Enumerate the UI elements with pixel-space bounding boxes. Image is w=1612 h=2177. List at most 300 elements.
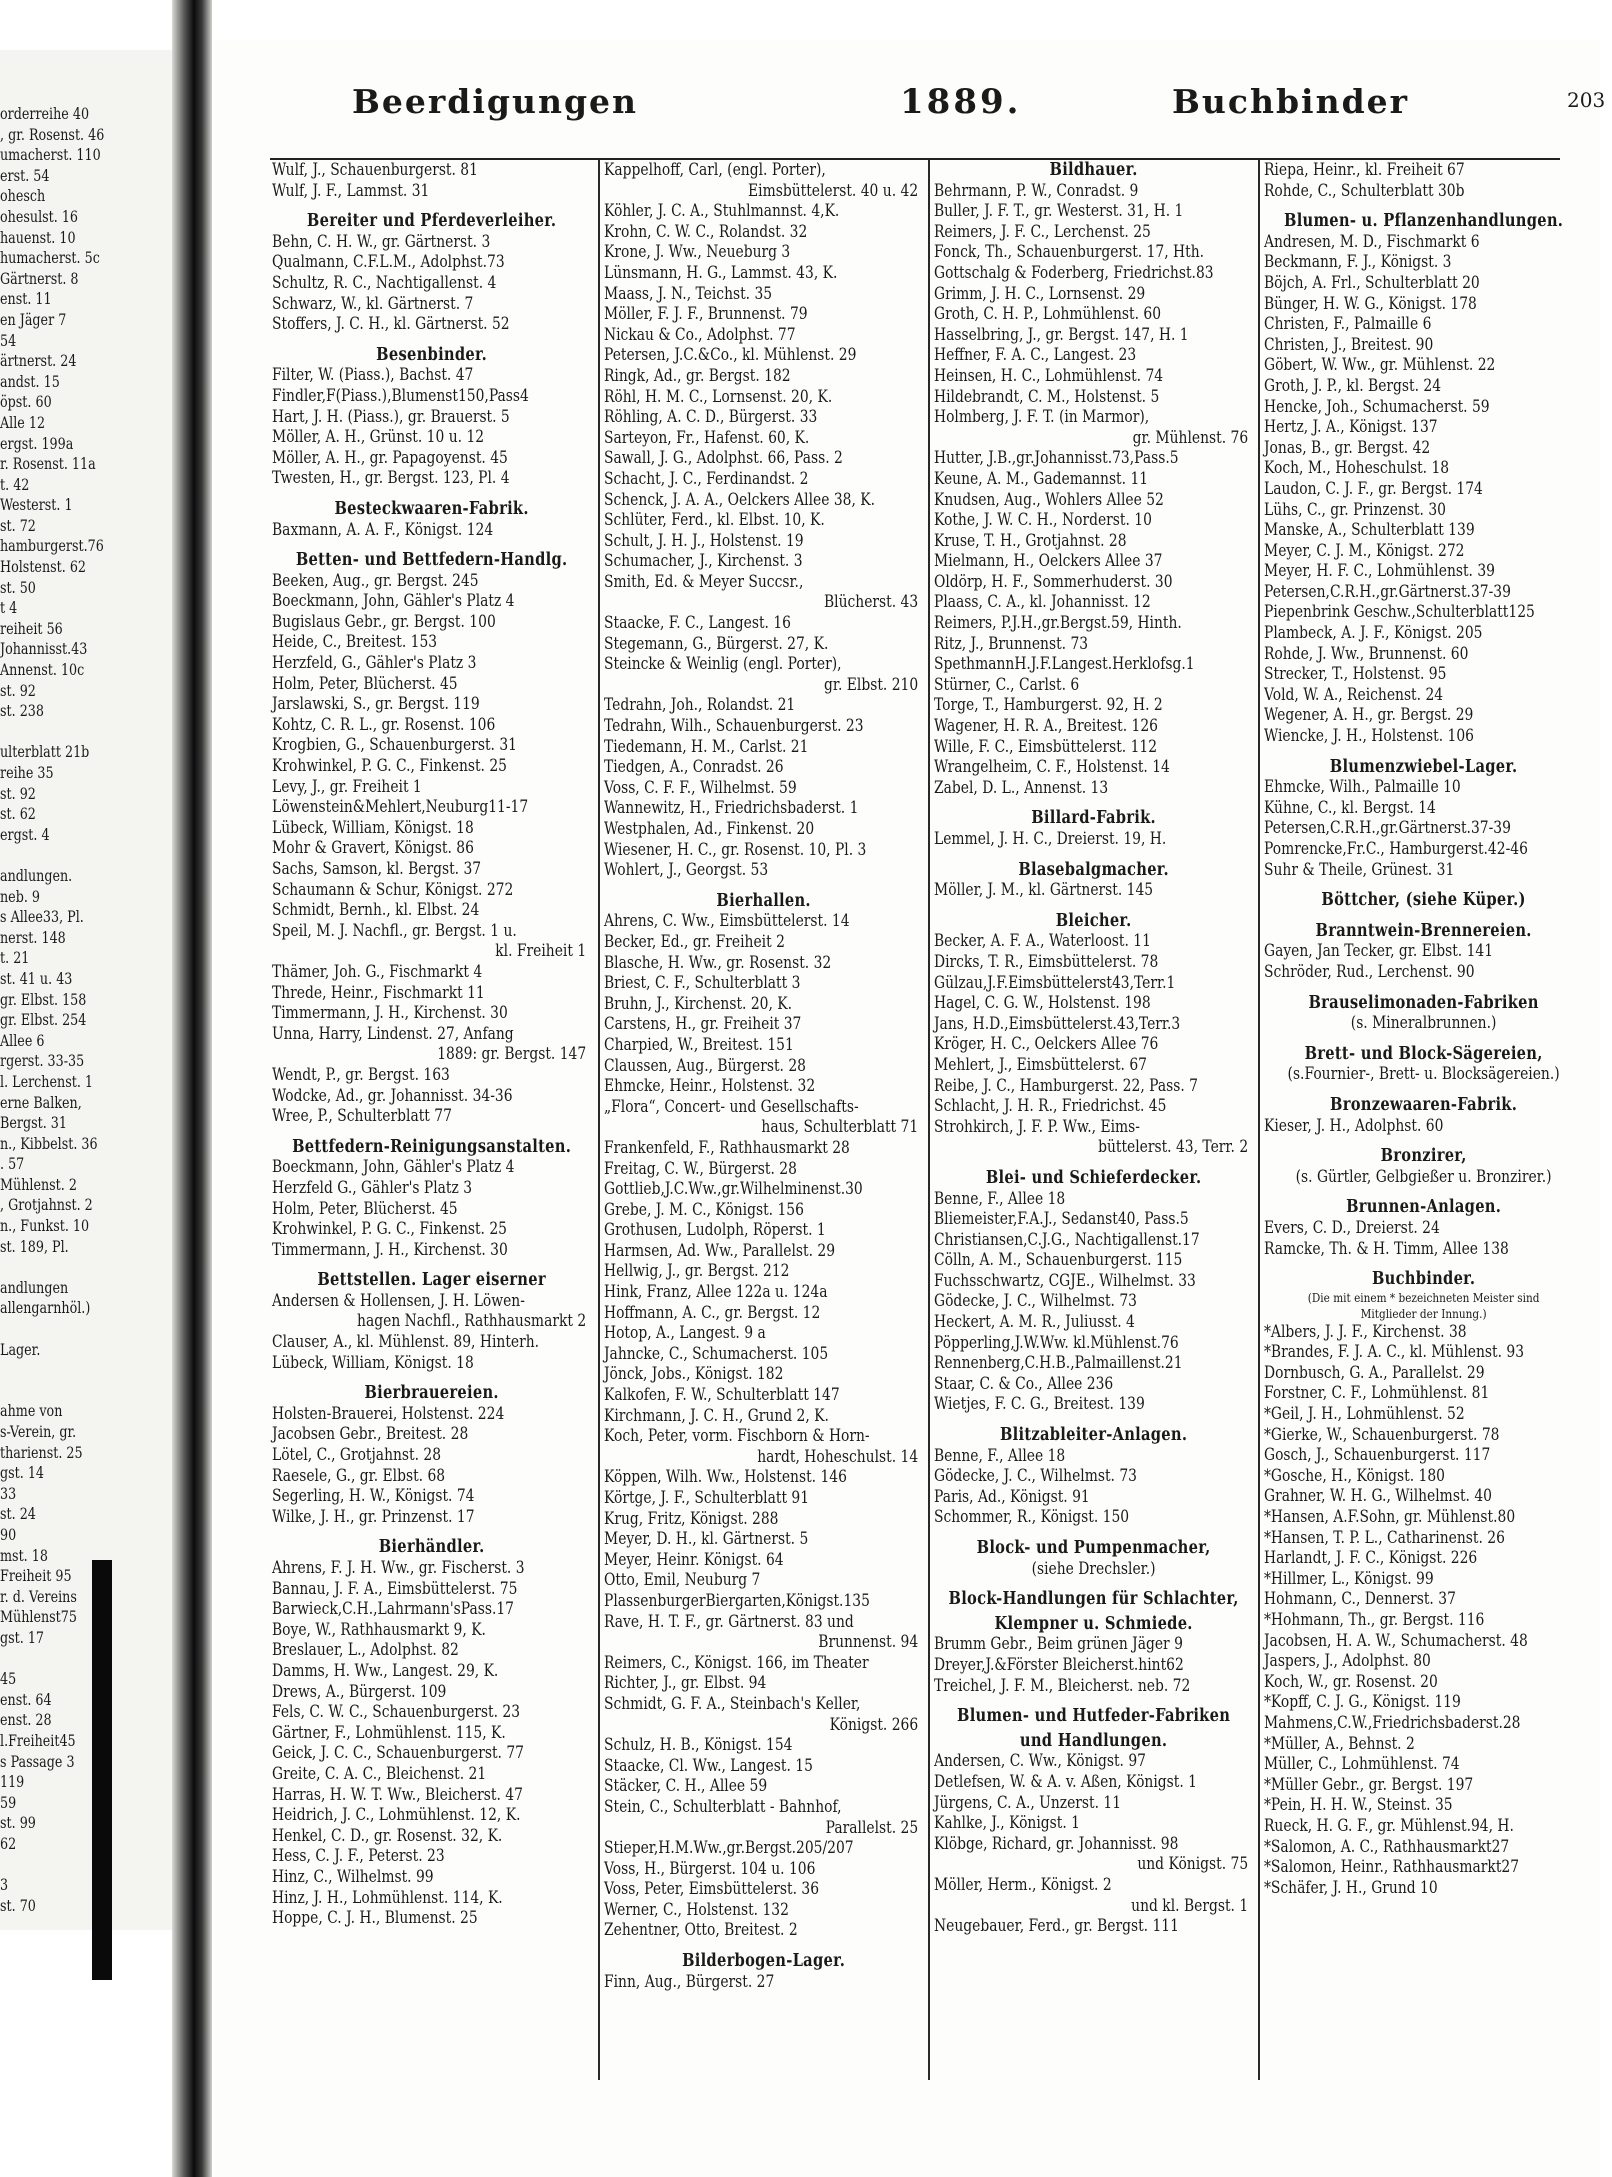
previous-page-line: s-Verein, gr.: [0, 1423, 77, 1441]
directory-entry: Mohr & Gravert, Königst. 86: [272, 838, 474, 858]
directory-entry: Wannewitz, H., Friedrichsbaderst. 1: [604, 798, 859, 818]
directory-entry: Gödecke, J. C., Wilhelmst. 73: [934, 1291, 1137, 1311]
entry-continuation: Eimsbüttelerst. 40 u. 42: [748, 180, 919, 200]
directory-entry: Rave, H. T. F., gr. Gärtnerst. 83 und: [604, 1611, 854, 1631]
directory-entry: Mielmann, H., Oelckers Allee 37: [934, 551, 1163, 571]
directory-entry: Vold, W. A., Reichenst. 24: [1264, 684, 1444, 704]
directory-entry: Krogbien, G., Schauenburgerst. 31: [272, 735, 518, 755]
entry-continuation: Parallelst. 25: [825, 1817, 919, 1837]
directory-entry: Jacobsen Gebr., Breitest. 28: [272, 1424, 469, 1444]
directory-entry: Ehmcke, Wilh., Palmaille 10: [1264, 777, 1461, 797]
directory-entry: Timmermann, J. H., Kirchenst. 30: [272, 1239, 508, 1259]
directory-entry: Claussen, Aug., Bürgerst. 28: [604, 1055, 806, 1075]
directory-entry: Staacke, Cl. Ww., Langest. 15: [604, 1755, 813, 1775]
directory-entry: *Salomon, A. C., Rathhausmarkt27: [1264, 1836, 1510, 1856]
directory-entry: SpethmannH.J.F.Langest.Herklofsg.1: [934, 654, 1195, 674]
directory-entry: Christiansen,C.J.G., Nachtigallenst.17: [934, 1229, 1200, 1249]
directory-entry: Grothusen, Ludolph, Röperst. 1: [604, 1220, 826, 1240]
previous-page-line: nerst. 148: [0, 928, 66, 947]
previous-page-line: gr. Elbst. 254: [0, 1011, 87, 1030]
directory-entry: Hohmann, C., Dennerst. 37: [1264, 1589, 1456, 1609]
section-heading: Brunnen-Anlagen.: [1346, 1197, 1502, 1218]
directory-entry: Wegener, A. H., gr. Bergst. 29: [1264, 705, 1474, 725]
directory-entry: Holsten-Brauerei, Holstenst. 224: [272, 1403, 505, 1423]
entry-continuation: büttelerst. 43, Terr. 2: [1098, 1137, 1249, 1157]
directory-entry: Plambeck, A. J. F., Königst. 205: [1264, 623, 1483, 643]
column-divider: [598, 160, 600, 2080]
cross-reference: (s.Fournier-, Brett- u. Blocksägereien.): [1287, 1064, 1560, 1084]
directory-entry: Steincke & Weinlig (engl. Porter),: [604, 654, 842, 674]
directory-entry: Krohn, C. W. C., Rolandst. 32: [604, 221, 808, 241]
directory-entry: Otto, Emil, Neuburg 7: [604, 1570, 761, 1590]
entry-continuation: Blücherst. 43: [823, 592, 919, 612]
directory-entry: Böjch, A. Frl., Schulterblatt 20: [1264, 272, 1480, 292]
directory-entry: Jürgens, C. A., Unzerst. 11: [934, 1792, 1122, 1812]
directory-entry: Becker, A. F. A., Waterloost. 11: [934, 931, 1151, 951]
header-year: 1889.: [900, 82, 1022, 122]
directory-entry: Treichel, J. F. M., Bleicherst. neb. 72: [934, 1675, 1191, 1695]
directory-entry: Heffner, F. A. C., Langest. 23: [934, 345, 1137, 365]
directory-entry: Unna, Harry, Lindenst. 27, Anfang: [272, 1023, 514, 1043]
directory-entry: Tiedemann, H. M., Carlst. 21: [604, 736, 809, 756]
previous-page-line: allengarnhöl.): [0, 1299, 91, 1318]
section-heading: Blitzableiter-Anlagen.: [999, 1425, 1188, 1446]
previous-page-line: gst. 17: [0, 1628, 45, 1647]
previous-page-line: neb. 9: [0, 887, 41, 906]
directory-entry: Behn, C. H. W., gr. Gärtnerst. 3: [272, 231, 491, 251]
directory-entry: Körtge, J. F., Schulterblatt 91: [604, 1488, 810, 1507]
directory-entry: Schlacht, J. H. R., Friedrichst. 45: [934, 1096, 1167, 1116]
directory-entry: Sachs, Samson, kl. Bergst. 37: [272, 859, 482, 878]
cross-reference: (s. Mineralbrunnen.): [1350, 1013, 1497, 1033]
directory-entry: Fuchsschwartz, CGJE., Wilhelmst. 33: [934, 1270, 1196, 1290]
section-heading: Blumenzwiebel-Lager.: [1329, 756, 1518, 777]
directory-entry: Hildebrandt, C. M., Holstenst. 5: [934, 386, 1160, 406]
directory-entry: Ramcke, Th. & H. Timm, Allee 138: [1264, 1238, 1509, 1258]
previous-page-line: n., Funkst. 10: [0, 1217, 90, 1236]
directory-entry: Torge, T., Hamburgerst. 92, H. 2: [934, 695, 1163, 715]
directory-entry: Reimers, P.J.H.,gr.Bergst.59, Hinth.: [934, 613, 1182, 633]
directory-entry: Christen, F., Palmaille 6: [1264, 314, 1432, 334]
directory-entry: Holm, Peter, Blücherst. 45: [272, 1198, 458, 1218]
directory-entry: Krohwinkel, P. G. C., Finkenst. 25: [272, 756, 508, 776]
directory-entry: *Schäfer, J. H., Grund 10: [1264, 1877, 1438, 1897]
previous-page-line: st. 62: [0, 805, 36, 824]
directory-entry: Reibe, J. C., Hamburgerst. 22, Pass. 7: [934, 1075, 1198, 1095]
directory-entry: Schmidt, Bernh., kl. Elbst. 24: [272, 900, 480, 920]
directory-entry: Schulz, H. B., Königst. 154: [604, 1735, 793, 1755]
directory-entry: Möller, Herm., Königst. 2: [934, 1874, 1112, 1894]
section-note: Mitglieder der Innung.): [1360, 1305, 1487, 1321]
directory-entry: Lünsmann, H. G., Lammst. 43, K.: [604, 262, 838, 282]
directory-entry: *Müller Gebr., gr. Bergst. 197: [1264, 1774, 1474, 1794]
section-heading: Bereiter und Pferdeverleiher.: [306, 211, 557, 232]
section-heading: Blasebalgmacher.: [1018, 859, 1169, 880]
directory-entry: Wulf, J. F., Lammst. 31: [272, 180, 430, 200]
directory-entry: Dreyer,J.&Förster Bleicherst.hint62: [934, 1654, 1184, 1674]
previous-page-line: gst. 14: [0, 1464, 45, 1483]
directory-entry: Heinsen, H. C., Lohmühlenst. 74: [934, 365, 1164, 385]
directory-entry: Rohde, J. Ww., Brunnenst. 60: [1264, 643, 1469, 663]
directory-entry: Gottlieb,J.C.Ww.,gr.Wilhelminenst.30: [604, 1179, 863, 1199]
previous-page-line: ergst. 199a: [0, 434, 74, 453]
directory-entry: Hagel, C. G. W., Holstenst. 198: [934, 993, 1151, 1013]
directory-entry: Staar, C. & Co., Allee 236: [934, 1373, 1114, 1393]
column-divider: [928, 160, 930, 2080]
section-heading: Block- und Pumpenmacher,: [976, 1538, 1211, 1558]
directory-entry: Schmidt, G. F. A., Steinbach's Keller,: [604, 1693, 861, 1713]
previous-page-line: ärtnerst. 24: [0, 352, 77, 371]
directory-entry: Schommer, R., Königst. 150: [934, 1507, 1130, 1527]
previous-page-line: [0, 1258, 172, 1279]
previous-page-line: 45: [0, 1670, 17, 1689]
section-heading: Block-Handlungen für Schlachter,: [948, 1589, 1239, 1610]
previous-page-line: 3: [0, 1876, 9, 1895]
directory-entry: Reimers, C., Königst. 166, im Theater: [604, 1652, 869, 1672]
directory-entry: *Hohmann, Th., gr. Bergst. 116: [1264, 1610, 1485, 1629]
directory-entry: Stoffers, J. C. H., kl. Gärtnerst. 52: [272, 314, 510, 334]
directory-entry: Wendt, P., gr. Bergst. 163: [272, 1064, 450, 1084]
directory-entry: Ringk, Ad., gr. Bergst. 182: [604, 365, 791, 385]
directory-entry: Lübeck, William, Königst. 18: [272, 1352, 474, 1372]
section-heading: Böttcher, (siehe Küper.): [1321, 890, 1526, 911]
directory-entry: Timmermann, J. H., Kirchenst. 30: [272, 1003, 508, 1023]
section-heading: Bierbrauereien.: [364, 1383, 499, 1404]
directory-entry: Bliemeister,F.A.J., Sedanst40, Pass.5: [934, 1209, 1189, 1229]
directory-entry: Clauser, A., kl. Mühlenst. 89, Hinterh.: [272, 1332, 540, 1352]
previous-page-line: Johannisst.43: [0, 640, 88, 659]
directory-entry: Tedrahn, Wilh., Schauenburgerst. 23: [604, 716, 864, 736]
directory-entry: Wietjes, F. C. G., Breitest. 139: [934, 1394, 1145, 1414]
directory-entry: Carstens, H., gr. Freiheit 37: [604, 1014, 802, 1034]
directory-entry: Filter, W. (Piass.), Bachst. 47: [272, 365, 474, 385]
directory-entry: Zehentner, Otto, Breitest. 2: [604, 1920, 798, 1940]
previous-page-line: st. 92: [0, 784, 36, 803]
directory-entry: Petersen, J.C.&Co., kl. Mühlenst. 29: [604, 345, 857, 365]
entry-continuation: und kl. Bergst. 1: [1131, 1895, 1249, 1915]
directory-entry: Wagener, H. R. A., Breitest. 126: [934, 716, 1158, 736]
directory-entry: Bannau, J. F. A., Eimsbüttelerst. 75: [272, 1578, 518, 1598]
previous-page-line: t 4: [0, 599, 18, 618]
directory-entry: Riepa, Heinr., kl. Freiheit 67: [1264, 160, 1465, 179]
directory-entry: Suhr & Theile, Grünest. 31: [1264, 859, 1455, 879]
directory-entry: Lübeck, William, Königst. 18: [272, 817, 474, 837]
section-heading: Brett- und Block-Sägereien,: [1304, 1043, 1543, 1064]
previous-page-line: ulterblatt 21b: [0, 743, 90, 762]
directory-entry: *Gosche, H., Königst. 180: [1264, 1465, 1445, 1485]
directory-entry: Zabel, D. L., Annenst. 13: [934, 777, 1109, 797]
directory-entry: Becker, Ed., gr. Freiheit 2: [604, 931, 785, 951]
previous-page-line: 59: [0, 1793, 17, 1812]
directory-entry: Gottschalg & Foderberg, Friedrichst.83: [934, 262, 1214, 282]
directory-entry: Gülzau,J.F.Eimsbüttelerst43,Terr.1: [934, 972, 1176, 992]
directory-entry: Wiencke, J. H., Holstenst. 106: [1264, 726, 1474, 746]
directory-entry: Kappelhoff, Carl, (engl. Porter),: [604, 160, 826, 179]
previous-page-line: st. 41 u. 43: [0, 969, 73, 988]
directory-entry: Wree, P., Schulterblatt 77: [272, 1106, 452, 1126]
directory-entry: Blasche, H. Ww., gr. Rosenst. 32: [604, 952, 832, 972]
directory-entry: Kohtz, C. R. L., gr. Rosenst. 106: [272, 714, 496, 734]
previous-page-line: t. 21: [0, 949, 30, 968]
previous-page-line: st. 99: [0, 1814, 36, 1833]
previous-page-line: 33: [0, 1484, 17, 1503]
directory-entry: Rohde, C., Schulterblatt 30b: [1264, 180, 1465, 200]
page-edge-shadow: [92, 1560, 112, 1980]
directory-entry: Nickau & Co., Adolphst. 77: [604, 324, 796, 344]
previous-page-line: erst. 54: [0, 166, 50, 185]
directory-entry: *Geil, J. H., Lohmühlenst. 52: [1264, 1404, 1465, 1424]
directory-entry: Briest, C. F., Schulterblatt 3: [604, 973, 801, 993]
directory-entry: *Gierke, W., Schauenburgerst. 78: [1264, 1424, 1500, 1444]
directory-entry: Freitag, C. W., Bürgerst. 28: [604, 1158, 797, 1178]
directory-entry: Manske, A., Schulterblatt 139: [1264, 520, 1475, 540]
directory-entry: Möller, A. H., gr. Papagoyenst. 45: [272, 447, 508, 467]
section-heading: Bettfedern-Reinigungsanstalten.: [292, 1136, 572, 1157]
directory-entry: *Salomon, Heinr., Rathhausmarkt27: [1264, 1857, 1520, 1877]
header-right-title: Buchbinder: [1172, 82, 1410, 121]
previous-page-line: Lager.: [0, 1340, 41, 1359]
section-heading: Bronzewaaren-Fabrik.: [1330, 1094, 1518, 1115]
directory-entry: Andersen & Hollensen, J. H. Löwen-: [272, 1290, 525, 1310]
previous-page-line: , gr. Rosenst. 46: [0, 125, 105, 144]
directory-entry: Geick, J. C. C., Schauenburgerst. 77: [272, 1743, 524, 1763]
directory-entry: Greite, C. A. C., Bleichenst. 21: [272, 1763, 487, 1783]
directory-entry: Grimm, J. H. C., Lornsenst. 29: [934, 283, 1146, 303]
cross-reference: (s. Gürtler, Gelbgießer u. Bronzirer.): [1295, 1166, 1552, 1186]
directory-entry: Voss, H., Bürgerst. 104 u. 106: [604, 1858, 816, 1878]
directory-entry: Schenck, J. A. A., Oelckers Allee 38, K.: [604, 489, 876, 509]
directory-entry: Smith, Ed. & Meyer Succsr.,: [604, 571, 804, 591]
directory-entry: Finn, Aug., Bürgerst. 27: [604, 1971, 775, 1991]
previous-page-line: andst. 15: [0, 372, 60, 391]
directory-entry: Meyer, H. F. C., Lohmühlenst. 39: [1264, 561, 1495, 581]
previous-page-line: [0, 1361, 172, 1382]
directory-entry: Ahrens, C. Ww., Eimsbüttelerst. 14: [604, 911, 850, 931]
directory-entry: Rennenberg,C.H.B.,Palmaillenst.21: [934, 1353, 1183, 1373]
directory-entry: Wodcke, Ad., gr. Johannisst. 34-36: [272, 1085, 513, 1105]
directory-entry: Ehmcke, Heinr., Holstenst. 32: [604, 1076, 816, 1096]
section-heading: Bierhändler.: [378, 1537, 485, 1558]
directory-entry: Jacobsen, H. A. W., Schumacherst. 48: [1264, 1630, 1528, 1650]
directory-entry: Hinz, J. H., Lohmühlenst. 114, K.: [272, 1887, 503, 1907]
previous-page-line: 90: [0, 1525, 17, 1544]
directory-entry: Neugebauer, Ferd., gr. Bergst. 111: [934, 1916, 1179, 1936]
directory-entry: Jaspers, J., Adolphst. 80: [1264, 1651, 1431, 1671]
directory-entry: Stürner, C., Carlst. 6: [934, 674, 1080, 694]
directory-entry: Sawall, J. G., Adolphst. 66, Pass. 2: [604, 448, 843, 468]
directory-entry: *Kopff, C. J. G., Königst. 119: [1264, 1692, 1461, 1712]
directory-entry: Maass, J. N., Teichst. 35: [604, 283, 773, 303]
previous-page-line: l. Lerchenst. 1: [0, 1072, 93, 1091]
previous-page-line: t. 42: [0, 475, 30, 494]
column-4: [1264, 160, 1592, 2150]
directory-entry: Werner, C., Holstenst. 132: [604, 1899, 789, 1919]
header-left-title: Beerdigungen: [352, 82, 639, 121]
directory-entry: Westphalen, Ad., Finkenst. 20: [604, 819, 815, 838]
previous-page-line: Holstenst. 62: [0, 558, 87, 577]
directory-entry: Groth, J. P., kl. Bergst. 24: [1264, 375, 1442, 395]
section-heading: Bilderbogen-Lager.: [682, 1951, 846, 1972]
previous-page-line: 62: [0, 1834, 17, 1853]
directory-entry: Köhler, J. C. A., Stuhlmannst. 4,K.: [604, 201, 840, 221]
cross-reference: (siehe Drechsler.): [1031, 1558, 1156, 1578]
directory-entry: Boye, W., Rathhausmarkt 9, K.: [272, 1619, 486, 1639]
directory-entry: Kothe, J. W. C. H., Norderst. 10: [934, 510, 1152, 530]
previous-page-line: n., Kibbelst. 36: [0, 1134, 98, 1153]
previous-page-line: Freiheit 95: [0, 1567, 72, 1586]
directory-entry: Henkel, C. D., gr. Rosenst. 32, K.: [272, 1825, 503, 1845]
directory-entry: Hasselbring, J., gr. Bergst. 147, H. 1: [934, 324, 1189, 344]
directory-entry: Kahlke, J., Königst. 1: [934, 1813, 1080, 1833]
previous-page-line: st. 50: [0, 578, 36, 597]
directory-entry: Meyer, C. J. M., Königst. 272: [1264, 540, 1465, 560]
directory-entry: Reimers, J. F. C., Lerchenst. 25: [934, 221, 1151, 241]
directory-entry: Gayen, Jan Tecker, gr. Elbst. 141: [1264, 941, 1494, 961]
directory-entry: Ahrens, F. J. H. Ww., gr. Fischerst. 3: [272, 1558, 525, 1577]
section-note: (Die mit einem * bezeichneten Meister sind: [1307, 1289, 1540, 1305]
section-heading: Blei- und Schieferdecker.: [985, 1167, 1202, 1188]
directory-entry: Paris, Ad., Königst. 91: [934, 1486, 1090, 1506]
previous-page-line: enst. 11: [0, 290, 52, 309]
directory-entry: Stegemann, G., Bürgerst. 27, K.: [604, 633, 829, 653]
previous-page-line: s Allee33, Pl.: [0, 908, 84, 927]
previous-page-line: [0, 1650, 172, 1671]
directory-entry: Beeken, Aug., gr. Bergst. 245: [272, 570, 479, 590]
directory-entry: Threde, Heinr., Fischmarkt 11: [272, 982, 485, 1002]
directory-entry: Andersen, C. Ww., Königst. 97: [934, 1751, 1146, 1771]
directory-entry: Ritz, J., Brunnenst. 73: [934, 633, 1089, 653]
directory-entry: Hart, J. H. (Piass.), gr. Brauerst. 5: [272, 406, 510, 426]
previous-page-line: r. Rosenst. 11a: [0, 455, 96, 474]
directory-entry: Schultz, R. C., Nachtigallenst. 4: [272, 272, 497, 292]
directory-entry: Sarteyon, Fr., Hafenst. 60, K.: [604, 427, 810, 447]
directory-entry: Dornbusch, G. A., Parallelst. 29: [1264, 1362, 1485, 1382]
directory-page: [212, 40, 1606, 2177]
section-heading: Buchbinder.: [1371, 1269, 1476, 1290]
previous-page-line: , Grotjahnst. 2: [0, 1196, 93, 1215]
directory-entry: Schult, J. H. J., Holstenst. 19: [604, 530, 804, 550]
section-heading: Bronzirer,: [1380, 1146, 1467, 1167]
directory-entry: Evers, C. D., Dreierst. 24: [1264, 1217, 1440, 1237]
directory-entry: Krug, Fritz, Königst. 288: [604, 1508, 779, 1528]
column-2: [604, 160, 922, 2150]
previous-page-line: Allee 6: [0, 1031, 45, 1050]
directory-entry: Tedrahn, Joh., Rolandst. 21: [604, 695, 796, 715]
directory-entry: *Brandes, F. J. A. C., kl. Mühlenst. 93: [1264, 1342, 1525, 1362]
directory-entry: Jönck, Jobs., Königst. 182: [604, 1364, 784, 1384]
directory-entry: Möller, F. J. F., Brunnenst. 79: [604, 304, 808, 324]
previous-page-line: s Passage 3: [0, 1752, 75, 1771]
directory-entry: Charpied, W., Breitest. 151: [604, 1034, 794, 1054]
directory-entry: Koch, Peter, vorm. Fischborn & Horn-: [604, 1426, 870, 1446]
previous-page-line: [0, 723, 172, 744]
directory-entry: Lötel, C., Grotjahnst. 28: [272, 1445, 442, 1465]
directory-entry: Knudsen, Aug., Wohlers Allee 52: [934, 489, 1164, 509]
previous-page-line: st. 72: [0, 516, 36, 535]
book-gutter: [172, 0, 212, 2177]
section-heading: Branntwein-Brennereien.: [1315, 920, 1532, 941]
directory-entry: Schlüter, Ferd., kl. Elbst. 10, K.: [604, 510, 825, 530]
directory-entry: Plaass, C. A., kl. Johannisst. 12: [934, 592, 1151, 612]
directory-entry: Heckert, A. M. R., Juliusst. 4: [934, 1312, 1135, 1332]
directory-entry: Strohkirch, J. F. P. Ww., Eims-: [934, 1116, 1140, 1136]
directory-entry: Koch, M., Hoheschulst. 18: [1264, 458, 1450, 478]
directory-entry: Thämer, Joh. G., Fischmarkt 4: [272, 961, 483, 981]
previous-page-line: Gärtnerst. 8: [0, 269, 79, 288]
previous-page-line: andlungen: [0, 1278, 69, 1297]
section-heading: Besteckwaaren-Fabrik.: [334, 498, 529, 519]
previous-page-line: ohesch: [0, 187, 46, 206]
directory-entry: Hinz, C., Wilhelmst. 99: [272, 1866, 434, 1886]
previous-page-line: Mühlenst75: [0, 1608, 77, 1627]
directory-entry: Hoffmann, A. C., gr. Bergst. 12: [604, 1302, 821, 1322]
directory-entry: Mehlert, J., Eimsbüttelerst. 67: [934, 1054, 1148, 1074]
directory-entry: Damms, H. Ww., Langest. 29, K.: [272, 1660, 499, 1680]
directory-entry: Qualmann, C.F.L.M., Adolphst.73: [272, 252, 505, 272]
directory-entry: Wulf, J., Schauenburgerst. 81: [272, 160, 478, 179]
entry-continuation: und Königst. 75: [1137, 1854, 1249, 1874]
directory-entry: Kieser, J. H., Adolphst. 60: [1264, 1115, 1444, 1135]
column-1: [272, 160, 590, 2150]
directory-entry: Bugislaus Gebr., gr. Bergst. 100: [272, 611, 496, 631]
directory-entry: Kalkofen, F. W., Schulterblatt 147: [604, 1385, 840, 1405]
entry-continuation: Königst. 266: [829, 1714, 919, 1734]
directory-entry: Wohlert, J., Georgst. 53: [604, 860, 769, 880]
directory-entry: Groth, C. H. P., Lohmühlenst. 60: [934, 304, 1162, 324]
directory-entry: Brumm Gebr., Beim grünen Jäger 9: [934, 1634, 1183, 1654]
directory-entry: Wilke, J. H., gr. Prinzenst. 17: [272, 1506, 475, 1526]
directory-entry: Lemmel, J. H. C., Dreierst. 19, H.: [934, 829, 1167, 848]
section-heading: Blumen- und Hutfeder-Fabriken: [957, 1706, 1231, 1727]
previous-page-line: st. 189, Pl.: [0, 1237, 69, 1256]
column-divider: [1258, 160, 1260, 2080]
previous-page-line: Alle 12: [0, 413, 46, 432]
entry-continuation: gr. Elbst. 210: [824, 674, 919, 694]
section-heading: Klempner u. Schmiede.: [994, 1613, 1193, 1634]
directory-entry: Lühs, C., gr. Prinzenst. 30: [1264, 499, 1446, 519]
directory-entry: Jonas, B., gr. Bergst. 42: [1264, 437, 1431, 457]
previous-page-line: hauenst. 10: [0, 228, 76, 247]
previous-page-line: Westerst. 1: [0, 496, 73, 515]
directory-entry: Wrangelheim, C. F., Holstenst. 14: [934, 757, 1170, 777]
directory-entry: Speil, M. J. Nachfl., gr. Bergst. 1 u.: [272, 920, 517, 940]
directory-entry: Harras, H. W. T. Ww., Bleicherst. 47: [272, 1784, 523, 1804]
directory-entry: Gosch, J., Schauenburgerst. 117: [1264, 1445, 1491, 1465]
directory-entry: Laudon, C. J. F., gr. Bergst. 174: [1264, 478, 1483, 498]
directory-entry: Jans, H.D.,Eimsbüttelerst.43,Terr.3: [934, 1013, 1181, 1033]
directory-entry: Kröger, H. C., Oelckers Allee 76: [934, 1034, 1159, 1054]
directory-entry: Voss, C. F. F., Wilhelmst. 59: [604, 777, 797, 797]
directory-entry: Schumacher, J., Kirchenst. 3: [604, 551, 803, 571]
directory-entry: Andresen, M. D., Fischmarkt 6: [1264, 231, 1480, 251]
directory-entry: Behrmann, P. W., Conradst. 9: [934, 180, 1139, 200]
directory-entry: Hutter, J.B.,gr.Johannisst.73,Pass.5: [934, 448, 1179, 468]
directory-entry: Heide, C., Breitest. 153: [272, 632, 438, 652]
directory-entry: Harmsen, Ad. Ww., Parallelst. 29: [604, 1240, 836, 1260]
directory-entry: Schacht, J. C., Ferdinandst. 2: [604, 468, 809, 488]
directory-entry: Hellwig, J., gr. Bergst. 212: [604, 1261, 790, 1281]
directory-entry: „Flora“, Concert- und Gesellschafts-: [604, 1096, 859, 1116]
previous-page-line: mst. 18: [0, 1546, 48, 1565]
directory-entry: Mahmens,C.W.,Friedrichsbaderst.28: [1264, 1712, 1521, 1732]
directory-entry: Rueck, H. G. F., gr. Mühlenst.94, H.: [1264, 1815, 1514, 1835]
directory-entry: Oldörp, H. F., Sommerhuderst. 30: [934, 571, 1173, 591]
previous-page-line: 54: [0, 331, 17, 350]
directory-entry: Tiedgen, A., Conradst. 26: [604, 757, 784, 777]
directory-entry: Möller, A. H., Grünst. 10 u. 12: [272, 427, 485, 447]
directory-entry: PlassenburgerBiergarten,Königst.135: [604, 1590, 870, 1610]
directory-entry: Gödecke, J. C., Wilhelmst. 73: [934, 1466, 1137, 1486]
